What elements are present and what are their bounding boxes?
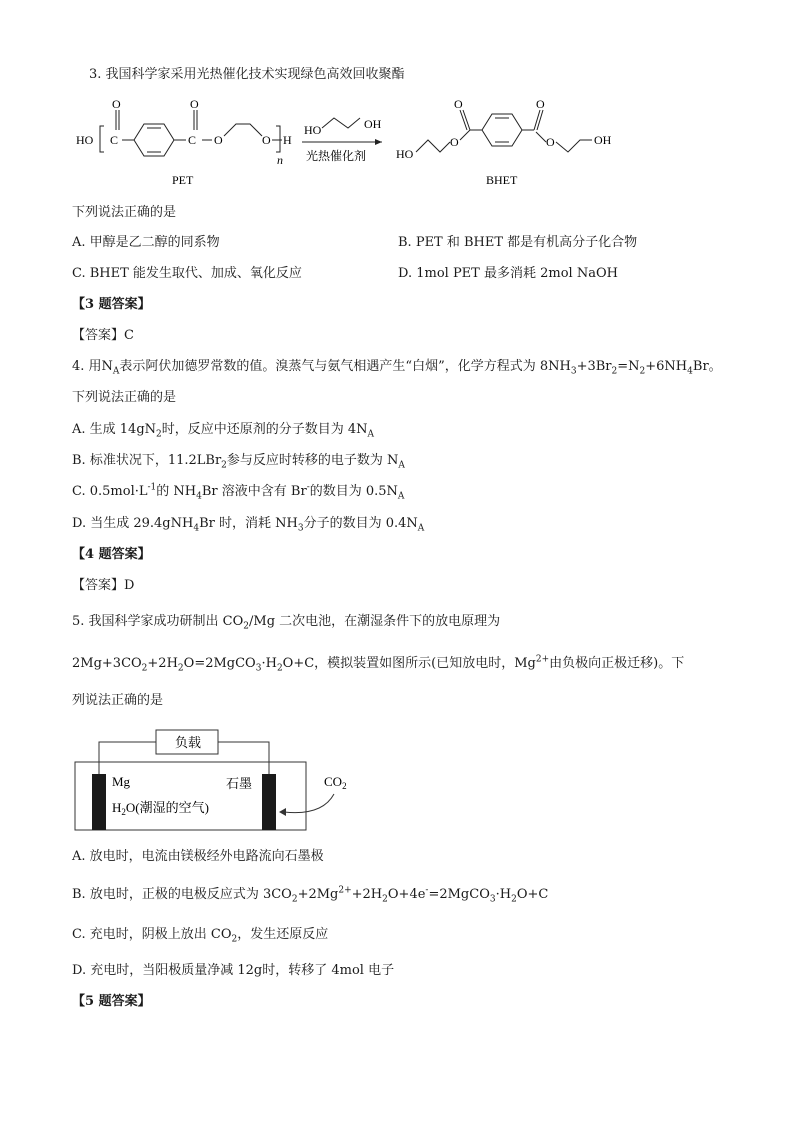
medium-label: $H_2O$(潮湿的空气) <box>112 800 209 817</box>
svg-text:O: O <box>262 133 271 147</box>
svg-text:O: O <box>112 97 121 111</box>
mg-label: Mg <box>112 774 131 789</box>
q5-stem: 5. 我国科学家成功研制出 $CO_2/Mg$ 二次电池，在潮湿条件下的放电原理为 <box>72 614 501 632</box>
q3-option-c: C. BHET 能发生取代、加成、氧化反应 <box>72 266 302 281</box>
svg-text:OH: OH <box>594 133 612 147</box>
svg-text:HO: HO <box>304 123 322 137</box>
q5-option-c: C. 充电时，阴极上放出 $CO_2$，发生还原反应 <box>72 927 329 945</box>
q3-option-d: D. 1mol PET 最多消耗 2mol NaOH <box>398 266 618 281</box>
q5-battery-diagram <box>72 724 392 836</box>
q3-reaction-diagram <box>72 96 632 196</box>
q4-prompt: 下列说法正确的是 <box>72 390 177 405</box>
bhet-label: BHET <box>486 173 518 187</box>
svg-text:C: C <box>188 133 197 147</box>
q5-option-a: A. 放电时，电流由镁极经外电路流向石墨极 <box>72 849 324 864</box>
graphite-label: 石墨 <box>226 776 253 791</box>
q4-answer: 【答案】D <box>72 578 135 593</box>
q4-option-d: D. 当生成 29.4gNH$_4$Br 时，消耗 $NH_3$分子的数目为 $0.4N_A$ <box>72 516 425 534</box>
svg-text:O: O <box>454 97 463 111</box>
svg-text:O: O <box>450 135 459 149</box>
q4-stem: 4. 用$N_A$表示阿伏加德罗常数的值。溴蒸气与氨气相遇产生“白烟”，化学方程式为 $8NH_3+3Br_2=N_2+6NH_4Br$。 <box>72 359 722 377</box>
svg-text:C: C <box>110 133 119 147</box>
svg-text:n: n <box>277 153 283 167</box>
q4-answer-header: 【4 题答案】 <box>72 547 151 562</box>
graphite-electrode <box>262 774 276 830</box>
pet-ho: HO <box>76 133 94 147</box>
svg-text:O: O <box>546 135 555 149</box>
q4-option-c: C. $0.5mol\cdot L^{-1}$的 $NH_4Br$ 溶液中含有 Br-的数目为 $0.5N_A$ <box>72 482 405 502</box>
pet-label: PET <box>172 173 194 187</box>
q5-option-d: D. 充电时，当阳极质量净减 12g时，转移了 4mol 电子 <box>72 963 395 978</box>
catalyst-label: 光热催化剂 <box>306 149 367 163</box>
q4-option-b: B. 标准状况下，11.2LBr$_2$参与反应时转移的电子数为 $N_A$ <box>72 453 405 471</box>
q3-answer-header: 【3 题答案】 <box>72 297 151 312</box>
q3-answer: 【答案】C <box>72 328 134 343</box>
svg-text:OH: OH <box>364 117 382 131</box>
q5-option-b: B. 放电时，正极的电极反应式为 $3CO_2+2Mg^{2+}+2H_2O+4e^-=2MgCO_3\cdot H_2O+C$ <box>72 885 549 905</box>
q3-option-a: A. 甲醇是乙二醇的同系物 <box>72 235 220 250</box>
q5-prompt: 列说法正确的是 <box>72 693 164 708</box>
mg-electrode <box>92 774 106 830</box>
svg-text:O: O <box>536 97 545 111</box>
q4-option-a: A. 生成 $14gN_2$时，反应中还原剂的分子数目为 $4N_A$ <box>72 422 375 440</box>
svg-text:H: H <box>283 133 292 147</box>
q3-prompt: 下列说法正确的是 <box>72 205 177 220</box>
svg-text:O: O <box>190 97 199 111</box>
co2-label: $CO_2$ <box>324 774 347 791</box>
load-label: 负载 <box>175 735 202 750</box>
svg-text:HO: HO <box>396 147 414 161</box>
q3-stem: 3. 我国科学家采用光热催化技术实现绿色高效回收聚酯 <box>89 67 405 82</box>
q5-equation: $2Mg+3CO_2+2H_2O=2MgCO_3\cdot H_2O+C$，模拟装置如图所示(已知放电时，$Mg^{2+}$由负极向正极迁移)。下 <box>72 654 685 674</box>
q3-option-b: B. PET 和 BHET 都是有机高分子化合物 <box>398 235 638 250</box>
svg-text:O: O <box>214 133 223 147</box>
q5-answer-header: 【5 题答案】 <box>72 994 151 1009</box>
